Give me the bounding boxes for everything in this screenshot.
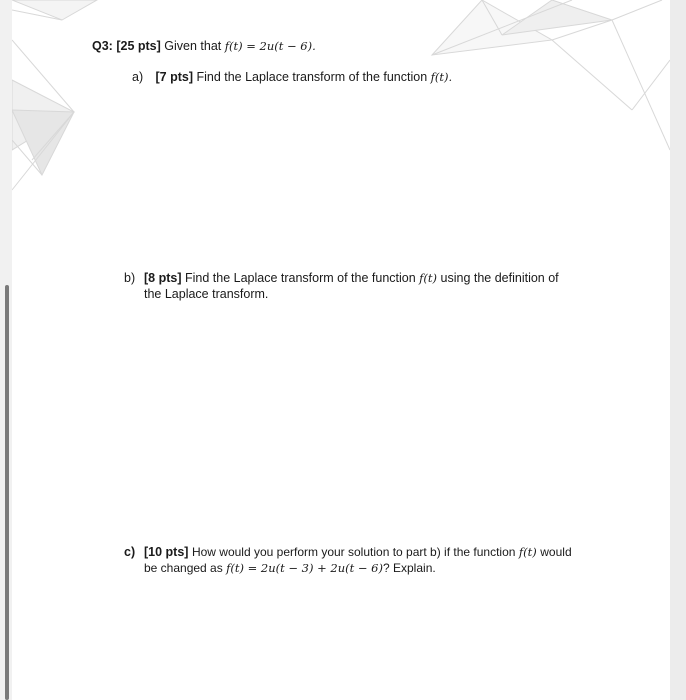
right-margin <box>670 0 686 700</box>
question-number: Q3: <box>92 39 113 53</box>
part-b-formula: f(t) <box>419 271 438 285</box>
question-header <box>92 39 316 53</box>
part-c-formula2: f(t) = 2u(t − 3) + 2u(t − 6) <box>226 561 383 575</box>
scrollbar-thumb[interactable] <box>5 285 9 700</box>
part-b-label: b) <box>124 271 136 285</box>
question-formula: f(t) = 2u(t − 6). <box>224 39 316 53</box>
part-b-text-before: Find the Laplace transform of the function <box>184 271 416 285</box>
part-a-text: Find the Laplace transform of the function <box>196 70 428 84</box>
part-c-points: [10 pts] <box>144 545 189 559</box>
part-c-line2-before: be changed as <box>144 561 223 575</box>
part-b-text-after: using the definition of <box>440 271 559 285</box>
part-b-line2: the Laplace transform. <box>144 287 269 301</box>
part-b-points: [8 pts] <box>144 271 182 285</box>
part-a <box>132 69 452 85</box>
part-c-text-after: would <box>540 545 572 559</box>
part-c <box>124 544 594 576</box>
part-c-label: c) <box>124 545 136 559</box>
part-c-formula: f(t) <box>518 545 537 559</box>
part-c-text-before: How would you perform your solution to part b) if the function <box>191 545 516 559</box>
part-a-points: [7 pts] <box>155 70 193 84</box>
question-points: [25 pts] <box>116 39 161 53</box>
question-text: Given that <box>164 39 222 53</box>
part-a-formula: f(t). <box>430 70 453 84</box>
part-b <box>124 270 594 302</box>
part-c-line2 <box>124 560 594 576</box>
document-page <box>12 0 670 700</box>
part-c-line2-after: ? Explain. <box>383 561 436 575</box>
part-a-label: a) <box>132 70 144 84</box>
decorative-polygons <box>12 0 670 200</box>
